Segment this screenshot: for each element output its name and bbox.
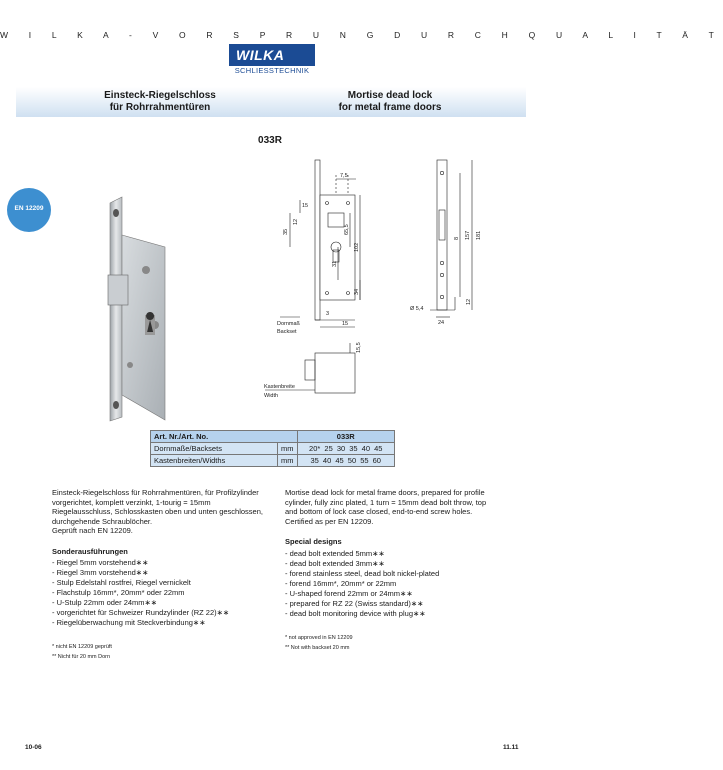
- list-item: - Riegelüberwachung mit Steckverbindung∗∗: [52, 618, 206, 627]
- list-item: - forend stainless steel, dead bolt nickel-plated: [285, 568, 440, 578]
- dim-diameter: Ø 5,4: [410, 306, 424, 312]
- logo-subtitle: SCHLIESSTECHNIK: [234, 66, 310, 75]
- badge-label: EN 12209: [14, 205, 44, 212]
- spec-header-value: 033R: [297, 431, 395, 443]
- spec-row-unit: mm: [278, 455, 298, 467]
- special-designs-list: [52, 558, 267, 628]
- special-designs-title: Sonderausführungen: [52, 546, 128, 556]
- dim-35: 35: [283, 228, 289, 235]
- title-english-line2: for metal frame doors: [338, 102, 442, 113]
- list-item: - dead bolt extended 5mm∗∗: [285, 548, 385, 558]
- list-item: - prepared for RZ 22 (Swiss standard)∗∗: [285, 598, 424, 608]
- list-item: - vorgerichtet für Schweizer Rundzylinder (RZ 22)∗∗: [52, 608, 230, 617]
- description-german: [52, 488, 267, 662]
- tagline: W I L K A - V O R S P R U N G D U R C H Q U A L I T Ä T: [0, 30, 723, 40]
- footnote: * nicht EN 12209 geprüft: [52, 644, 112, 650]
- dim-65-5: 65,5: [344, 224, 350, 235]
- label-backset: Backset: [277, 329, 297, 335]
- list-item: - U-shaped forend 22mm or 24mm∗∗: [285, 588, 413, 598]
- forend-side: [315, 160, 320, 320]
- spec-row-label: Kastenbreiten/Widths: [151, 455, 278, 467]
- dim-12: 12: [293, 218, 299, 225]
- logo-word: WILKA: [236, 47, 285, 63]
- footnote: ** Nicht für 20 mm Dorn: [52, 654, 111, 660]
- list-item: - Riegel 3mm vorstehend∗∗: [52, 568, 149, 577]
- dim-3: 3: [326, 311, 330, 317]
- label-kastenbreite: Kastenbreite: [264, 384, 295, 390]
- footnote: * not approved in EN 12209: [285, 634, 353, 641]
- table-row: [151, 443, 395, 455]
- label-dornmass: Dornmaß: [277, 321, 300, 327]
- spec-row-values: 20* 25 30 35 40 45: [297, 443, 395, 455]
- list-item: - forend 16mm*, 20mm* or 22mm: [285, 578, 397, 588]
- list-item: - dead bolt extended 3mm∗∗: [285, 558, 385, 568]
- certification-note: Geprüft nach EN 12209.: [52, 526, 133, 535]
- footnotes: [52, 642, 267, 662]
- dim-102: 102: [354, 242, 360, 252]
- dim-157: 157: [465, 230, 471, 240]
- title-german-line1: Einsteck-Riegelschloss: [104, 90, 216, 101]
- title-german-line2: für Rohrrahmentüren: [109, 102, 211, 113]
- footnote: ** Not with backset 20 mm: [285, 644, 350, 651]
- footer-right: 11.11: [503, 744, 519, 751]
- dim-181: 181: [476, 230, 482, 240]
- description-english: [285, 488, 500, 653]
- lock-case: [320, 195, 355, 300]
- technical-drawing: [260, 155, 500, 405]
- dim-8: 8: [454, 236, 460, 240]
- list-item: - dead bolt monitoring device with plug∗∗: [285, 608, 426, 618]
- list-item: - Stulp Edelstahl rostfrei, Riegel vernickelt: [52, 578, 191, 587]
- dim-15-backset: 15: [342, 321, 349, 327]
- title-english-line1: Mortise dead lock: [347, 90, 433, 101]
- dim-7-5: 7,5: [340, 173, 348, 179]
- title-german: [60, 90, 260, 114]
- spec-row-label: Dornmaße/Backsets: [151, 443, 278, 455]
- dim-15-5: 15,5: [356, 342, 362, 353]
- forend-front: [437, 160, 447, 310]
- spec-row-unit: mm: [278, 443, 298, 455]
- spec-table-header: [151, 431, 395, 443]
- special-designs-title: Special designs: [285, 537, 342, 546]
- spec-row-values: 35 40 45 50 55 60: [297, 455, 395, 467]
- footnotes: [285, 633, 500, 653]
- dim-12-bottom: 12: [466, 298, 472, 305]
- certification-note: Certified as per EN 12209.: [285, 516, 374, 526]
- dim-15: 15: [302, 203, 309, 209]
- list-item: - Riegel 5mm vorstehend∗∗: [52, 558, 149, 567]
- dim-24: 24: [438, 320, 445, 326]
- model-number: 033R: [258, 135, 282, 146]
- product-photo: [100, 195, 205, 425]
- title-english: [285, 90, 495, 114]
- dim-31: 31: [332, 260, 338, 267]
- description-paragraph: Einsteck-Riegelschloss für Rohrrahmentüren, für Profilzylinder vorgerichtet, komplett verzinkt, 1-tourig = 15mm Riegelausschluss, Schlosskasten oben und unten geschlossen, durchgehende Schraublöcher.: [52, 488, 263, 526]
- spec-header-label: Art. Nr./Art. No.: [151, 431, 298, 443]
- description-paragraph: Mortise dead lock for metal frame doors, prepared for profile cylinder, fully zinc plated, 1 turn = 15mm dead bolt throw, top and bottom of lock case closed, end-to-end screw holes.: [285, 488, 487, 516]
- table-row: [151, 455, 395, 467]
- label-width: Width: [264, 393, 279, 399]
- special-designs-list: [285, 549, 500, 619]
- dim-34: 34: [354, 288, 360, 295]
- list-item: - Flachstulp 16mm*, 20mm* oder 22mm: [52, 588, 185, 597]
- footer-left: 10-06: [25, 744, 42, 751]
- list-item: - U-Stulp 22mm oder 24mm∗∗: [52, 598, 158, 607]
- spec-table: [150, 430, 395, 467]
